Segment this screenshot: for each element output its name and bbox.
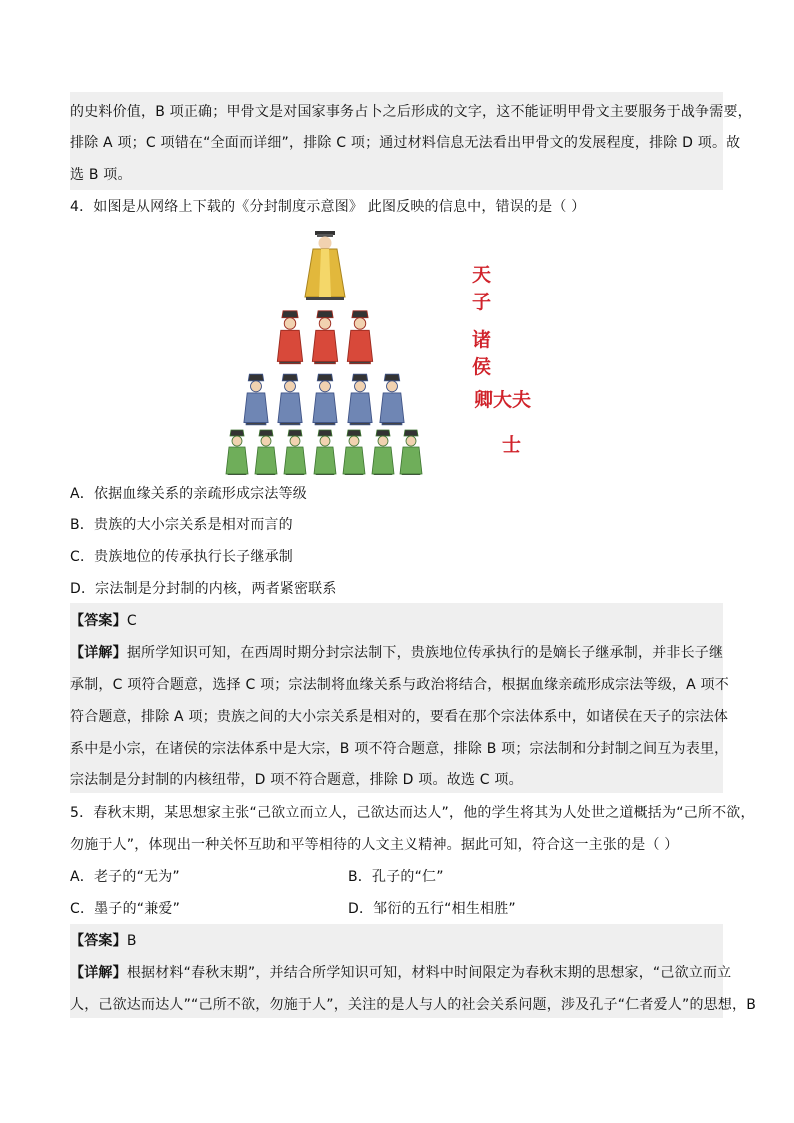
q4-detail-tag: 【详解】 (70, 645, 127, 661)
q5-detail-tag: 【详解】 (70, 965, 127, 981)
label-zhuhou: 诸 侯 (472, 329, 504, 378)
q5-detail-line-2: 人，己欲达而达人”“己所不欲，勿施于人”，关注的是人与人的社会关系问题，涉及孔子“仁者爱人”的思想，B (70, 997, 757, 1013)
tianzi-figure (305, 231, 345, 300)
q5-detail-line-1 (70, 964, 731, 982)
prev-explanation-line-1: 的史料价值，B 项正确；甲骨文是对国家事务占卜之后形成的文字，这不能证明甲骨文主要服务于战争需要， (70, 104, 752, 120)
q4-option-a: A．依据血缘关系的亲疏形成宗法等级 (70, 486, 307, 502)
q5-stem-line-2: 勿施于人”，体现出一种关怀互助和平等相待的人文主义精神。据此可知，符合这一主张的是（ ） (70, 837, 679, 853)
label-qingdaifu: 卿大夫 (474, 389, 532, 411)
q4-answer-tag: 【答案】 (70, 613, 127, 629)
q5-option-d: D．邹衍的五行“相生相胜” (348, 901, 516, 917)
q5-option-c: C．墨子的“兼爱” (70, 901, 181, 917)
q4-option-c: C．贵族地位的传承执行长子继承制 (70, 549, 293, 565)
q4-stem: 4．如图是从网络上下载的《分封制度示意图》 此图反映的信息中，错误的是（ ） (70, 199, 586, 215)
q5-option-b: B．孔子的“仁” (348, 869, 444, 885)
q5-answer-tag: 【答案】 (70, 933, 127, 949)
q4-detail-line-5: 宗法制是分封制的内核纽带，D 项不符合题意，排除 D 项。故选 C 项。 (70, 772, 523, 788)
q5-detail-text-1: 根据材料“春秋末期”，并结合所学知识可知，材料中时间限定为春秋末期的思想家，“己欲立而立 (126, 965, 732, 981)
label-shi: 士 (502, 434, 534, 456)
q5-stem-line-1: 5．春秋末期，某思想家主张“己欲立而立人，己欲达而达人”，他的学生将其为人处世之道概括为“己所不欲， (70, 805, 755, 821)
q4-option-b: B．贵族的大小宗关系是相对而言的 (70, 517, 293, 533)
q5-answer-value: B (126, 933, 137, 949)
q4-answer-block (70, 603, 723, 793)
prev-explanation-line-3: 选 B 项。 (70, 167, 132, 183)
label-tianzi: 天 子 (472, 264, 504, 313)
feudal-hierarchy-figure (222, 225, 552, 475)
q4-answer (70, 612, 137, 630)
q4-option-d: D．宗法制是分封制的内核，两者紧密联系 (70, 581, 337, 597)
q4-answer-value: C (126, 613, 137, 629)
q4-detail-line-2: 承制，C 项符合题意，选择 C 项；宗法制将血缘关系与政治将结合，根据血缘亲疏形成宗法等级，A 项不 (70, 677, 729, 693)
q5-answer (70, 932, 137, 950)
q5-option-a: A．老子的“无为” (70, 869, 180, 885)
q4-detail-line-1 (70, 644, 723, 662)
q4-detail-line-4: 系中是小宗，在诸侯的宗法体系中是大宗，B 项不符合题意，排除 B 项；宗法制和分封制之间互为表里， (70, 741, 729, 757)
q4-detail-text-1: 据所学知识可知，在西周时期分封宗法制下，贵族地位传承执行的是嫡长子继承制，并非长子继 (126, 645, 724, 661)
q4-detail-line-3: 符合题意，排除 A 项；贵族之间的大小宗关系是相对的，要看在那个宗法体系中，如诸侯在天子的宗法体 (70, 709, 729, 725)
prev-explanation-line-2: 排除 A 项；C 项错在“全面而详细”，排除 C 项；通过材料信息无法看出甲骨文的发展程度，排除 D 项。故 (70, 135, 741, 151)
